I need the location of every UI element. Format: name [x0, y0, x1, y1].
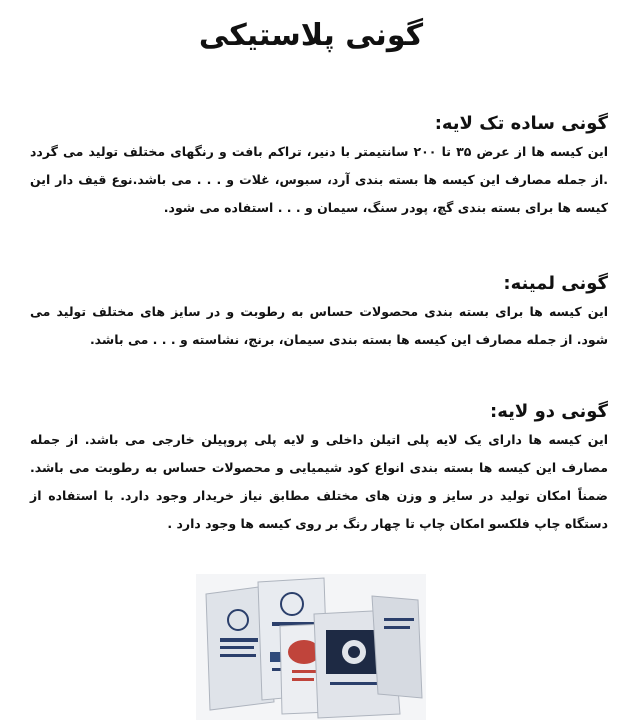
section-body: این کیسه ها از عرض ۳۵ تا ۲۰۰ سانتیمتر با دنیر، تراکم بافت و رنگهای مختلف تولید می گردد .از جمله مصارف این کیسه ها بسته بندی آرد، سبوس، غلات و . . . می باشد.نوع قیف دار این کیسه ها برای بسته بندی گچ، پودر سنگ، سیمان و . . . استفاده می شود. [30, 144, 608, 215]
sack-far-right [372, 596, 422, 698]
sacks-illustration [196, 574, 426, 720]
section-laminated-sack [30, 270, 608, 354]
section-body: این کیسه ها برای بسته بندی محصولات حساس به رطوبت و در سایز های مختلف تولید می شود. از جمله مصارف این کیسه ها بسته بندی سیمان، برنج، نشاسته و . . . می باشد. [30, 304, 608, 347]
section-heading: گونی ساده تک لایه: [434, 113, 608, 134]
section-double-layer-sack [30, 398, 608, 538]
section-heading: گونی لمینه: [503, 273, 608, 294]
section-body: این کیسه ها دارای یک لایه پلی اتیلن داخلی و لایه پلی پروپیلن خارجی می باشد. از جمله مصارف این کیسه ها بسته بندی انواع کود شیمیایی و محصولات حساس به رطوبت می باشد. ضمناً امکان تولید در سایز و وزن های مختلف مطابق نیاز خریدار وجود دارد. با استفاده از دستگاه چاپ فلکسو امکان چاپ تا چهار رنگ بر روی کیسه ها وجود دارد . [30, 432, 608, 531]
section-single-layer-sack [30, 110, 608, 222]
page-title: گونی پلاستیکی [198, 18, 424, 53]
plastic-sacks-photo [196, 574, 426, 720]
section-heading: گونی دو لایه: [490, 401, 608, 422]
